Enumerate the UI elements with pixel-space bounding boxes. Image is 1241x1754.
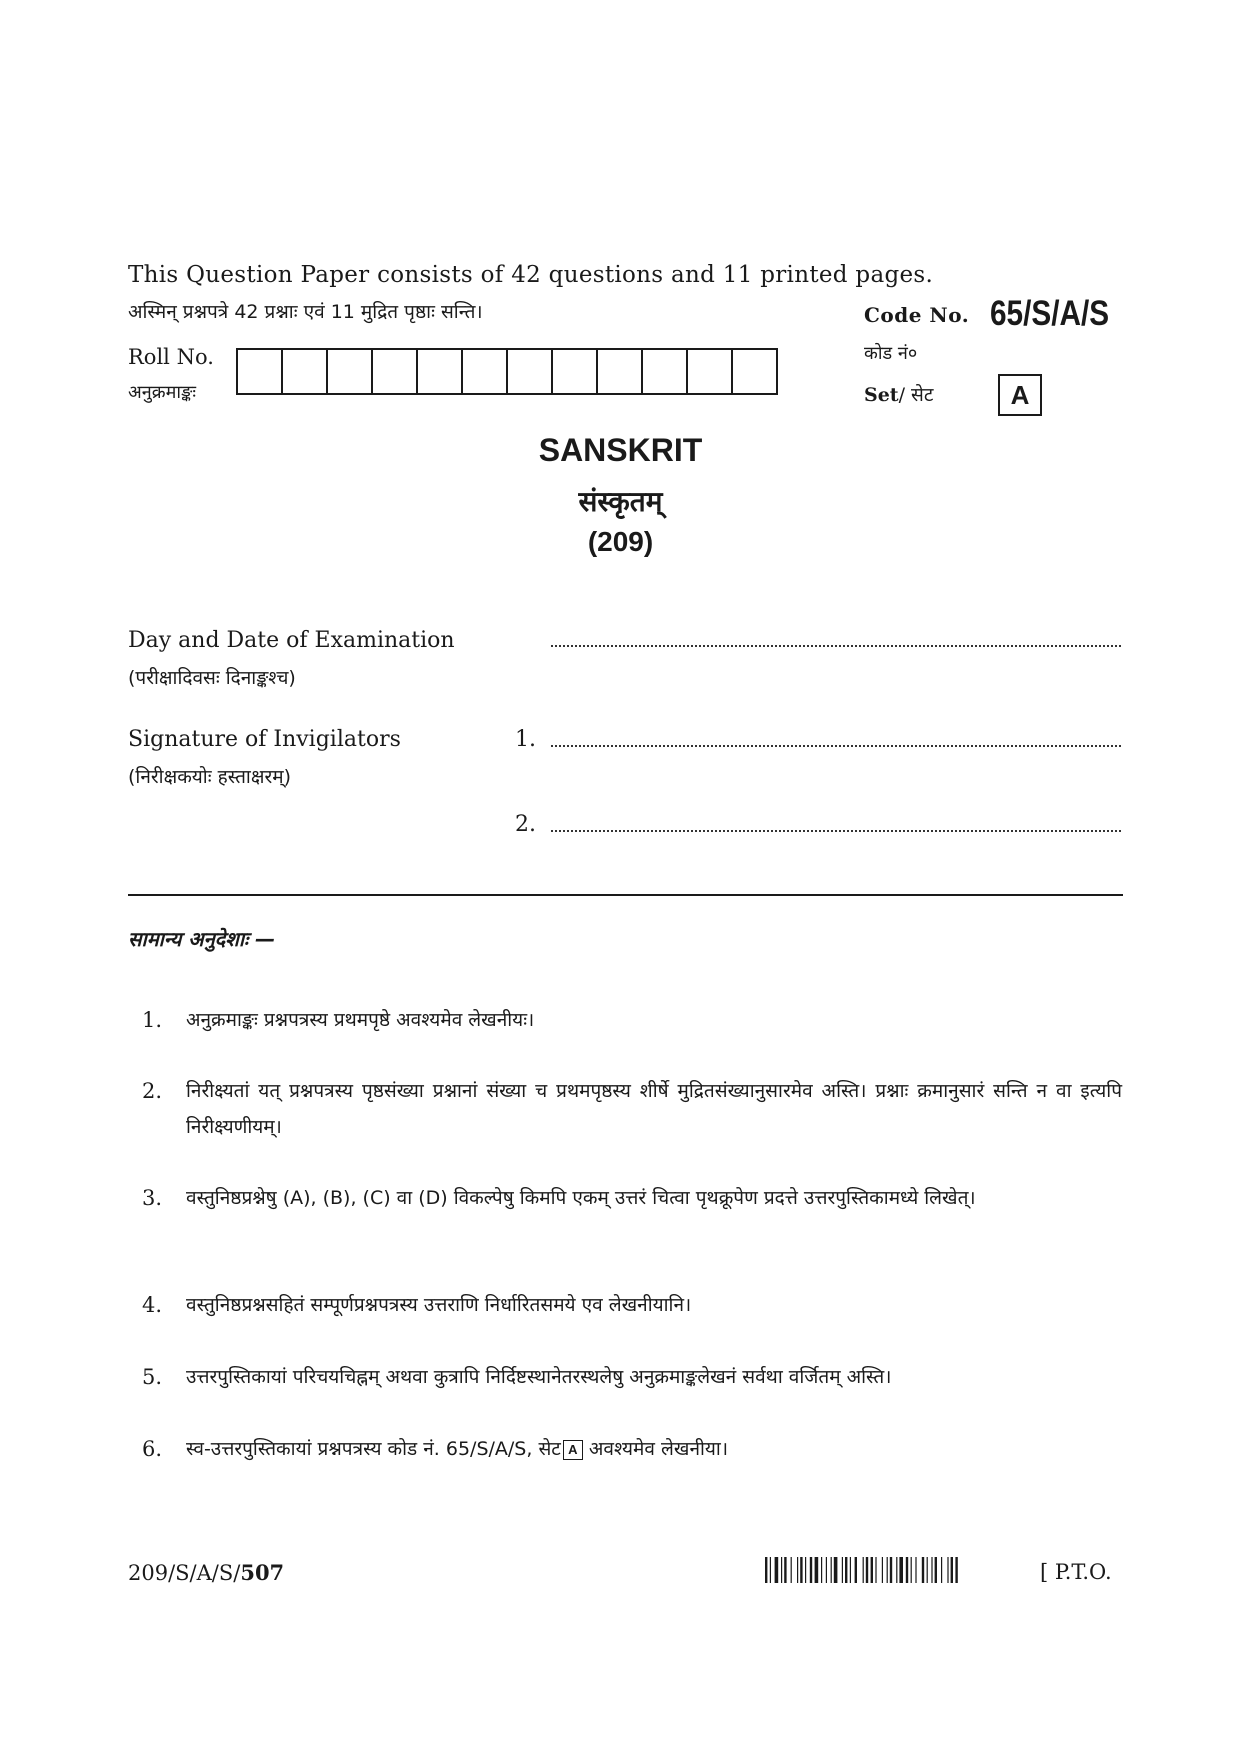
code-label-hi: कोड नं०: [864, 343, 918, 364]
roll-no-box[interactable]: [238, 350, 283, 393]
signature-label-hi: (निरीक्षकयोः हस्ताक्षरम्): [128, 766, 292, 788]
instruction-text: वस्तुनिष्ठप्रश्नेषु (A), (B), (C) वा (D) विकल्पेषु किमपि एकम् उत्तरं चित्वा पृथक्रूपेण प्रदत्ते उत्तरपुस्तिकामध्ये लिखेत्।: [186, 1187, 976, 1209]
instruction-text: [186, 1431, 1122, 1467]
instruction-text: अनुक्रमाङ्कः प्रश्नपत्रस्य प्रथमपृष्ठे अवश्यमेव लेखनीयः।: [186, 1009, 535, 1031]
instruction-item: [142, 1073, 1122, 1145]
instruction-text-after: अवश्यमेव लेखनीया।: [588, 1438, 729, 1460]
instruction-number: 3.: [142, 1186, 163, 1210]
signature-label: Signature of Invigilators: [128, 727, 401, 752]
instruction-item: [142, 1180, 1122, 1216]
instruction-text: वस्तुनिष्ठप्रश्नसहितं सम्पूर्णप्रश्नपत्रस्य उत्तराणि निर्धारितसमये एव लेखनीयानि।: [186, 1294, 692, 1316]
footer-code-prefix: 209/S/A/S/: [128, 1561, 241, 1585]
instruction-number: 2.: [142, 1079, 163, 1103]
date-label-hi: (परीक्षादिवसः दिनाङ्कश्च): [128, 667, 296, 689]
subject-title-hi: संस्कृतम्: [578, 485, 663, 518]
roll-no-box[interactable]: [643, 350, 688, 393]
signature-field-1[interactable]: [551, 744, 1121, 747]
roll-no-box[interactable]: [553, 350, 598, 393]
roll-no-box[interactable]: [688, 350, 733, 393]
footer-code-bold: 507: [240, 1560, 285, 1585]
instruction-text-before: स्व-उत्तरपुस्तिकायां प्रश्नपत्रस्य कोड नं. 65/S/A/S, सेट: [186, 1438, 561, 1460]
date-field[interactable]: [551, 644, 1121, 647]
code-value: 65/S/A/S: [990, 294, 1110, 333]
instruction-number: 5.: [142, 1365, 163, 1389]
roll-no-boxes[interactable]: [236, 348, 778, 395]
set-inline-box: A: [563, 1440, 583, 1460]
subject-title-en: SANSKRIT: [538, 432, 703, 468]
set-label: [864, 381, 933, 407]
roll-no-box[interactable]: [598, 350, 643, 393]
signature-number-2: 2.: [515, 812, 536, 837]
set-value-box: A: [998, 374, 1042, 416]
divider: [128, 894, 1123, 896]
instruction-item: [142, 1002, 1122, 1038]
paper-consists-hi: अस्मिन् प्रश्नपत्रे 42 प्रश्नाः एवं 11 मुद्रित पृष्ठाः सन्ति।: [128, 301, 483, 323]
roll-no-box[interactable]: [283, 350, 328, 393]
roll-no-box[interactable]: [328, 350, 373, 393]
roll-no-label: Roll No.: [128, 345, 214, 369]
roll-no-box[interactable]: [733, 350, 778, 393]
instruction-item: [142, 1431, 1122, 1467]
instruction-number: 1.: [142, 1008, 163, 1032]
signature-number-1: 1.: [515, 727, 536, 752]
instruction-number: 4.: [142, 1293, 163, 1317]
roll-no-box[interactable]: [418, 350, 463, 393]
roll-no-box[interactable]: [508, 350, 553, 393]
roll-no-box[interactable]: [373, 350, 418, 393]
subject-code: (209): [587, 526, 654, 557]
paper-consists-en: This Question Paper consists of 42 questions and 11 printed pages.: [128, 262, 934, 288]
pto-label: [ P.T.O.: [1040, 1560, 1112, 1584]
instruction-item: [142, 1359, 1122, 1395]
set-label-en: Set: [864, 384, 899, 406]
roll-no-label-hi: अनुक्रमाङ्कः: [128, 382, 197, 403]
instruction-item: [142, 1287, 1122, 1323]
instructions-heading: सामान्य अनुदेशाः —: [128, 927, 276, 951]
instruction-text: निरीक्ष्यतां यत् प्रश्नपत्रस्य पृष्ठसंख्या प्रश्नानां संख्या च प्रथमपृष्ठस्य शीर्षे मुद्रितसंख्यानुसारमेव अस्ति। प्रश्नाः क्रमानुसारं सन्ति न वा इत्यपि निरीक्ष्यणीयम्।: [186, 1080, 1122, 1138]
roll-no-box[interactable]: [463, 350, 508, 393]
footer-paper-code: [128, 1560, 284, 1585]
set-label-hi: / सेट: [898, 384, 934, 406]
barcode: [765, 1557, 1030, 1583]
code-label: Code No.: [864, 303, 970, 327]
date-label: Day and Date of Examination: [128, 628, 455, 653]
instruction-number: 6.: [142, 1437, 163, 1461]
signature-field-2[interactable]: [551, 829, 1121, 832]
instruction-text: उत्तरपुस्तिकायां परिचयचिह्नम् अथवा कुत्रापि निर्दिष्टस्थानेतरस्थलेषु अनुक्रमाङ्कलेखनं सर्वथा वर्जितम् अस्ति।: [186, 1366, 892, 1388]
